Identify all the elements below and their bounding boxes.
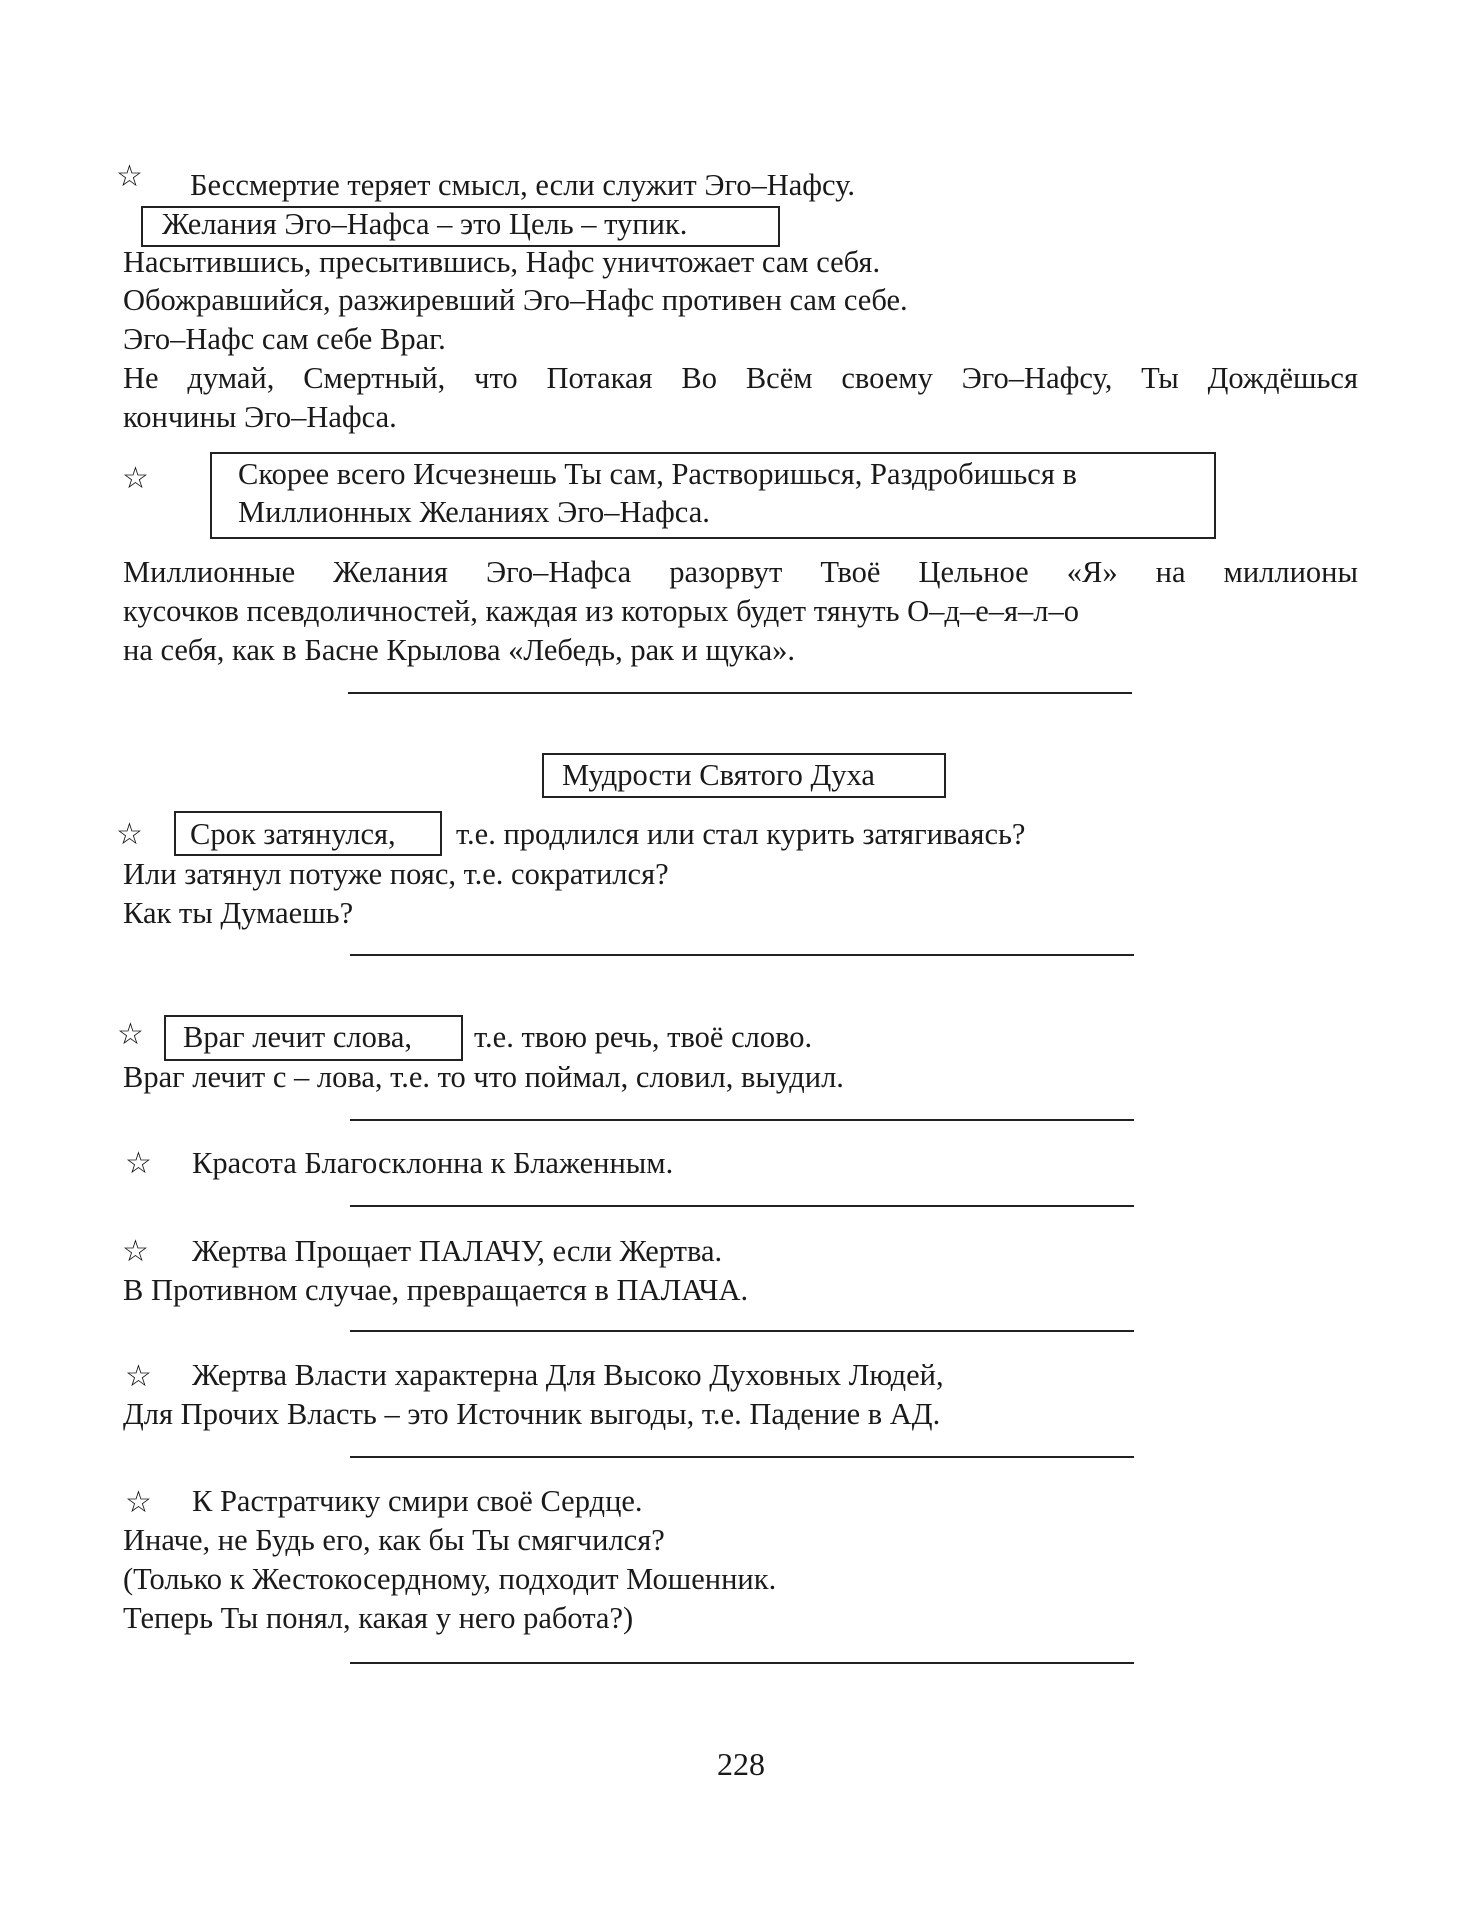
text-line: В Противном случае, превращается в ПАЛАЧА. xyxy=(123,1273,749,1307)
section-title: Мудрости Святого Духа xyxy=(562,758,875,792)
star-outline-icon: ☆ xyxy=(122,1235,149,1268)
star-outline-icon: ☆ xyxy=(117,1018,144,1051)
separator-line xyxy=(348,692,1132,694)
boxed-passage-line: Миллионных Желаниях Эго–Нафса. xyxy=(238,495,710,529)
text-line: Для Прочих Власть – это Источник выгоды, т.е. Падение в АД. xyxy=(123,1397,941,1431)
text-line: Теперь Ты понял, какая у него работа?) xyxy=(123,1601,634,1635)
star-outline-icon: ☆ xyxy=(125,1360,152,1393)
text-line: Бессмертие теряет смысл, если служит Эго–Нафсу. xyxy=(190,168,855,202)
star-outline-icon: ☆ xyxy=(125,1147,152,1180)
text-line: Как ты Думаешь? xyxy=(123,896,354,930)
separator-line xyxy=(350,1119,1134,1121)
text-line: кусочков псевдоличностей, каждая из которых будет тянуть О–д–е–я–л–о xyxy=(123,594,1079,628)
boxed-phrase-text: Срок затянулся, xyxy=(190,817,396,851)
boxed-phrase-text: Враг лечит слова, xyxy=(183,1020,413,1054)
text-line: Иначе, не Будь его, как бы Ты смягчился? xyxy=(123,1523,665,1557)
text-line: кончины Эго–Нафса. xyxy=(123,400,397,434)
text-line: Красота Благосклонна к Блаженным. xyxy=(192,1146,674,1180)
text-line: К Растратчику смири своё Сердце. xyxy=(192,1484,643,1518)
page-number: 228 xyxy=(717,1746,765,1782)
text-line: Эго–Нафс сам себе Враг. xyxy=(123,322,446,356)
text-line: Или затянул потуже пояс, т.е. сократился? xyxy=(123,857,669,891)
separator-line xyxy=(350,1456,1134,1458)
separator-line xyxy=(350,1205,1134,1207)
separator-line xyxy=(350,954,1134,956)
boxed-passage-line: Скорее всего Исчезнешь Ты сам, Растворишься, Раздробишься в xyxy=(238,457,1077,491)
separator-line xyxy=(350,1330,1134,1332)
separator-line xyxy=(350,1662,1134,1664)
text-line: (Только к Жестокосердному, подходит Мошенник. xyxy=(123,1562,777,1596)
text-line: т.е. продлился или стал курить затягиваясь? xyxy=(456,817,1026,851)
text-line: Враг лечит с – лова, т.е. то что поймал, словил, выудил. xyxy=(123,1060,844,1094)
text-line: т.е. твою речь, твоё слово. xyxy=(474,1020,813,1054)
text-line: Миллионные Желания Эго–Нафса разорвут Твоё Цельное «Я» на миллионы xyxy=(123,555,1358,589)
text-line: Насытившись, пресытившись, Нафс уничтожает сам себя. xyxy=(123,245,881,279)
text-line: Не думай, Смертный, что Потакая Во Всём своему Эго–Нафсу, Ты Дождёшься xyxy=(123,361,1358,395)
text-line: Обожравшийся, разжиревший Эго–Нафс противен сам себе. xyxy=(123,283,908,317)
star-outline-icon: ☆ xyxy=(122,462,149,495)
boxed-phrase-text: Желания Эго–Нафса – это Цель – тупик. xyxy=(162,207,688,241)
text-line: Жертва Власти характерна Для Высоко Духовных Людей, xyxy=(192,1358,944,1392)
star-outline-icon: ☆ xyxy=(116,818,143,851)
star-outline-icon: ☆ xyxy=(125,1486,152,1519)
text-line: на себя, как в Басне Крылова «Лебедь, рак и щука». xyxy=(123,633,795,667)
text-line: Жертва Прощает ПАЛАЧУ, если Жертва. xyxy=(192,1234,723,1268)
star-outline-icon: ☆ xyxy=(116,160,143,193)
